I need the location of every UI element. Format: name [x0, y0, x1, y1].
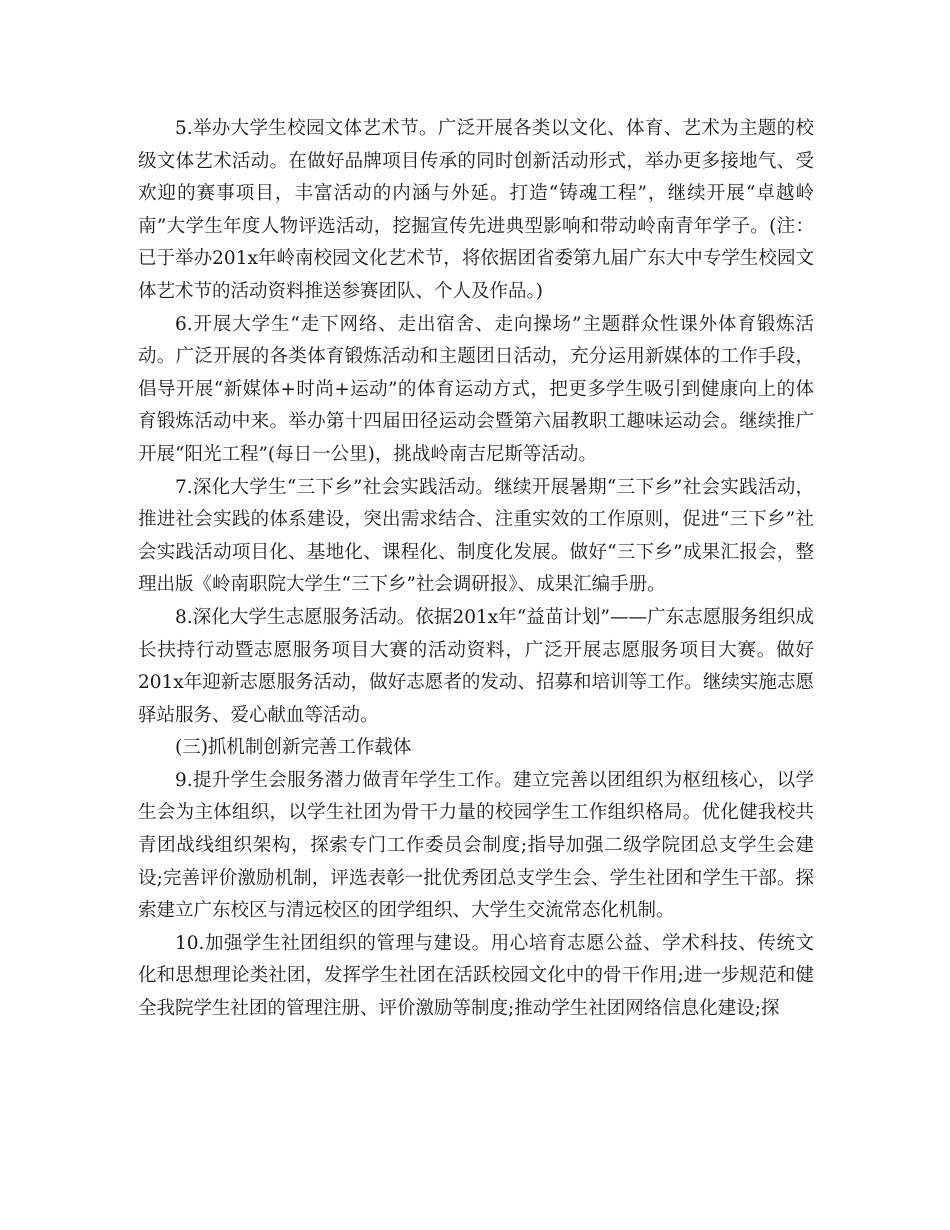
paragraph-item-6: 6.开展大学生“走下网络、走出宿舍、走向操场”主题群众性课外体育锻炼活动。广泛开展的各类体育锻炼活动和主题团日活动，充分运用新媒体的工作手段，倡导开展“新媒体+时尚+运动”的体育运动方式，把更多学生吸引到健康向上的体育锻炼活动中来。举办第十四届田径运动会暨第六届教职工趣味运动会。继续推广开展“阳光工程”(每日一公里)，挑战岭南吉尼斯等活动。: [138, 313, 814, 465]
paragraph-item-9: 9.提升学生会服务潜力做青年学生工作。建立完善以团组织为枢纽核心，以学生会为主体组织，以学生社团为骨干力量的校园学生工作组织格局。优化健我校共青团战线组织架构，探索专门工作委员会制度;指导加强二级学院团总支学生会建设;完善评价激励机制，评选表彰一批优秀团总支学生会、学生社团和学生干部。探索建立广东校区与清远校区的团学组织、大学生交流常态化机制。: [138, 769, 814, 922]
paragraph-item-8: 8.深化大学生志愿服务活动。依据201x年“益苗计划”——广东志愿服务组织成长扶持行动暨志愿服务项目大赛的活动资料，广泛开展志愿服务项目大赛。做好201x年迎新志愿服务活动，做好志愿者的发动、招募和培训等工作。继续实施志愿驿站服务、爱心献血等活动。: [138, 606, 814, 726]
paragraph-item-5: 5.举办大学生校园文体艺术节。广泛开展各类以文化、体育、艺术为主题的校级文体艺术活动。在做好品牌项目传承的同时创新活动形式，举办更多接地气、受欢迎的赛事项目，丰富活动的内涵与外延。打造“铸魂工程”，继续开展“卓越岭南”大学生年度人物评选活动，挖掘宣传先进典型影响和带动岭南青年学子。(注：已于举办201x年岭南校园文化艺术节，将依据团省委第九届广东大中专学生校园文体艺术节的活动资料推送参赛团队、个人及作品。): [138, 118, 814, 302]
document-body: [138, 113, 814, 1026]
paragraph-item-10: 10.加强学生社团组织的管理与建设。用心培育志愿公益、学术科技、传统文化和思想理论类社团，发挥学生社团在活跃校园文化中的骨干作用;进一步规范和健全我院学生社团的管理注册、评价激励等制度;推动学生社团网络信息化建设;探: [138, 932, 814, 1020]
paragraph-item-7: 7.深化大学生“三下乡”社会实践活动。继续开展暑期“三下乡”社会实践活动，推进社会实践的体系建设，突出需求结合、注重实效的工作原则，促进“三下乡”社会实践活动项目化、基地化、课程化、制度化发展。做好“三下乡”成果汇报会，整理出版《岭南职院大学生“三下乡”社会调研报》、成果汇编手册。: [138, 476, 814, 596]
section-heading: (三)抓机制创新完善工作载体: [175, 737, 412, 759]
